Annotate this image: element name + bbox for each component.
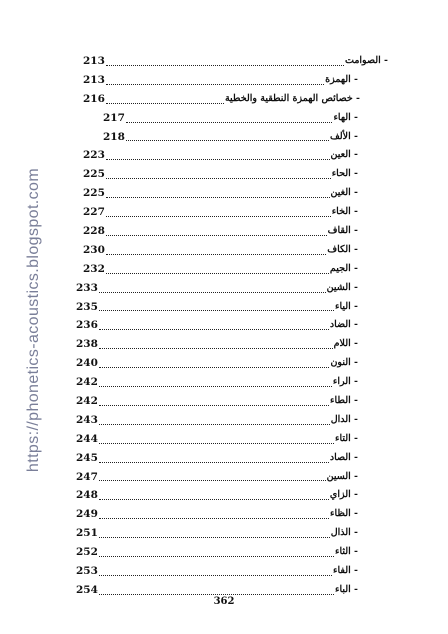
toc-entry-title: - التاء: [334, 432, 358, 444]
toc-page-number: 253: [76, 565, 98, 578]
toc-entry: [66, 486, 392, 505]
toc-entry: [66, 109, 392, 128]
toc-page-number: 245: [76, 451, 98, 464]
toc-leader-dots: [99, 575, 332, 576]
toc-page-number: 218: [103, 130, 125, 143]
toc-entry-title: - الدال: [330, 413, 358, 425]
toc-page-number: 252: [76, 546, 98, 559]
toc-leader-dots: [99, 386, 332, 387]
toc-entry-title: - الصوامت: [345, 55, 388, 66]
toc-entry-title: - الزاي: [329, 489, 358, 501]
toc-entry-title: - الخاء: [331, 206, 358, 218]
toc-page-number: 244: [76, 432, 98, 445]
toc-entry: [66, 316, 392, 335]
toc-entry-title: - العين: [330, 149, 358, 161]
toc-page-number: 230: [83, 243, 105, 256]
toc-page-number: 227: [83, 206, 105, 219]
toc-entry: [66, 298, 392, 317]
toc-page-number: 249: [76, 508, 98, 521]
toc-leader-dots: [106, 84, 324, 85]
toc-entry: [66, 203, 392, 222]
toc-entry-title: - الجيم: [329, 262, 358, 274]
toc-page-number: 248: [76, 489, 98, 502]
toc-page-number: 238: [76, 338, 98, 351]
toc-leader-dots: [99, 480, 326, 481]
toc-entry: [66, 562, 392, 581]
toc-page-number: 242: [76, 395, 98, 408]
toc-leader-dots: [106, 273, 329, 274]
toc-leader-dots: [99, 329, 329, 330]
toc-entry: [66, 260, 392, 279]
page-number: 362: [213, 596, 235, 607]
toc-page-number: 213: [83, 55, 105, 67]
toc-leader-dots: [126, 140, 329, 141]
toc-entry-title: - الهاء: [333, 111, 358, 123]
toc-leader-dots: [99, 443, 334, 444]
toc-entry-title: - الغين: [330, 187, 358, 199]
table-of-contents: [66, 52, 392, 600]
toc-leader-dots: [99, 518, 329, 519]
toc-entry-title: - النون: [330, 357, 358, 369]
toc-entry: [66, 90, 392, 109]
toc-leader-dots: [106, 178, 331, 179]
toc-leader-dots: [106, 159, 330, 160]
toc-page-number: 223: [83, 149, 105, 162]
toc-entry: [66, 184, 392, 203]
toc-leader-dots: [99, 367, 329, 368]
toc-page-number: 236: [76, 319, 98, 332]
toc-page-number: 235: [76, 300, 98, 313]
toc-leader-dots: [106, 216, 331, 217]
toc-entry-title: - اللام: [333, 338, 358, 350]
toc-page-number: 217: [103, 111, 125, 124]
toc-entry: [66, 524, 392, 543]
toc-leader-dots: [99, 537, 330, 538]
toc-entry: [66, 430, 392, 449]
toc-entry-title: - الحاء: [331, 168, 358, 180]
toc-entry-title: - خصائص الهمزة النطقية والخطية: [224, 92, 360, 104]
toc-entry-title: - الشين: [326, 281, 358, 293]
watermark-url: https://phonetics-acoustics.blogspot.com: [25, 167, 42, 473]
toc-page-number: 233: [76, 281, 98, 294]
toc-page-number: 228: [83, 225, 105, 238]
toc-leader-dots: [99, 405, 329, 406]
toc-entry-title: - الصاد: [329, 451, 358, 463]
toc-leader-dots: [106, 197, 330, 198]
toc-page-number: 247: [76, 470, 98, 483]
toc-entry: [66, 279, 392, 298]
toc-page-number: 251: [76, 527, 98, 540]
toc-leader-dots: [99, 594, 334, 595]
toc-leader-dots: [106, 103, 224, 104]
toc-entry: [66, 241, 392, 260]
toc-entry: [66, 543, 392, 562]
toc-entry: [66, 449, 392, 468]
toc-entry-title: - السين: [326, 470, 358, 482]
toc-entry: [66, 468, 392, 487]
toc-entry-title: - الثاء: [334, 546, 358, 558]
toc-leader-dots: [99, 462, 329, 463]
toc-entry-title: - الألف: [329, 130, 358, 142]
toc-entry: [66, 146, 392, 165]
toc-entry-title: - الياء: [334, 300, 358, 312]
toc-entry: [66, 373, 392, 392]
toc-leader-dots: [99, 499, 329, 500]
toc-leader-dots: [99, 310, 334, 311]
toc-leader-dots: [126, 122, 332, 123]
toc-entry: [66, 165, 392, 184]
toc-entry: [66, 222, 392, 241]
toc-entry-title: - الهمزة: [325, 73, 358, 85]
toc-page-number: 254: [76, 583, 98, 596]
toc-entry: [66, 335, 392, 354]
toc-page-number: 213: [83, 73, 105, 86]
toc-leader-dots: [99, 556, 334, 557]
toc-leader-dots: [99, 292, 326, 293]
toc-page-number: 242: [76, 376, 98, 389]
toc-entry: [66, 505, 392, 524]
toc-entry: [66, 128, 392, 147]
toc-page-number: 225: [83, 168, 105, 181]
toc-entry: [66, 52, 392, 71]
toc-leader-dots: [99, 424, 330, 425]
toc-page-number: 216: [83, 92, 105, 105]
toc-entry-title: - الذال: [330, 527, 358, 539]
toc-entry: [66, 392, 392, 411]
toc-entry-title: - الراء: [332, 376, 358, 388]
toc-leader-dots: [106, 254, 326, 255]
toc-entry-title: - القاف: [327, 225, 358, 237]
toc-entry-title: - الكاف: [327, 243, 358, 255]
toc-page-number: 232: [83, 262, 105, 275]
toc-entry-title: - الظاء: [330, 508, 358, 520]
toc-entry-title: - الطاء: [330, 395, 358, 407]
toc-page-number: 240: [76, 357, 98, 370]
toc-page-number: 225: [83, 187, 105, 200]
toc-leader-dots: [106, 235, 327, 236]
toc-entry-title: - الضاد: [329, 319, 358, 331]
toc-entry-title: - الباء: [334, 583, 358, 595]
toc-leader-dots: [99, 348, 333, 349]
toc-entry: [66, 411, 392, 430]
toc-leader-dots: [106, 65, 344, 66]
toc-entry: [66, 71, 392, 90]
toc-entry-title: - الفاء: [333, 565, 358, 577]
toc-page-number: 243: [76, 413, 98, 426]
toc-entry: [66, 354, 392, 373]
